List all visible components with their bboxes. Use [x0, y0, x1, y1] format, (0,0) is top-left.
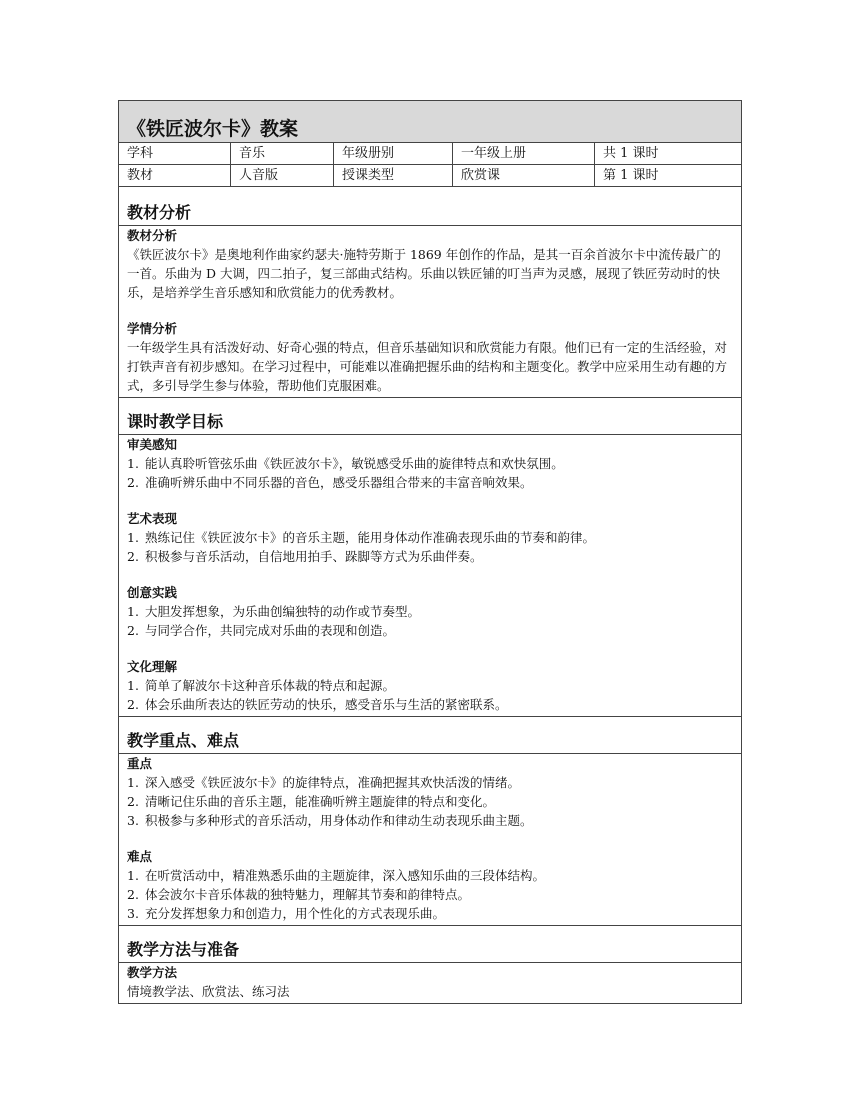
material-analysis-text: 《铁匠波尔卡》是奥地利作曲家约瑟夫·施特劳斯于 1869 年创作的作品，是其一百余首波尔卡中流传最广的一首。乐曲为 D 大调，四二拍子，复三部曲式结构。乐曲以铁匠铺的叮当声为灵感，展现了铁匠劳动时的快乐，是培养学生音乐感知和欣赏能力的优秀教材。 — [127, 247, 721, 300]
section-heading-methods: 教学方法与准备 — [119, 926, 742, 963]
goal-group — [127, 435, 733, 492]
section-heading-keypoints: 教学重点、难点 — [119, 717, 742, 754]
list-item: 3. 充分发挥想象力和创造力，用个性化的方式表现乐曲。 — [127, 906, 446, 921]
lesson-type-value: 欣赏课 — [453, 165, 595, 187]
material-analysis-title: 教材分析 — [127, 228, 178, 243]
goal-group-title: 创意实践 — [127, 585, 178, 600]
document-title: 《铁匠波尔卡》教案 — [119, 101, 742, 143]
goal-group-title: 艺术表现 — [127, 511, 178, 526]
section-body-goals — [119, 435, 742, 717]
list-item: 1. 在听赏活动中，精准熟悉乐曲的主题旋律，深入感知乐曲的三段体结构。 — [127, 868, 546, 883]
goal-group — [127, 583, 733, 640]
list-item: 2. 准确听辨乐曲中不同乐器的音色，感受乐器组合带来的丰富音响效果。 — [127, 475, 533, 490]
keypoint-group-title: 难点 — [127, 849, 153, 864]
list-item: 2. 与同学合作，共同完成对乐曲的表现和创造。 — [127, 623, 396, 638]
methods-text: 情境教学法、欣赏法、练习法 — [127, 984, 290, 999]
list-item: 2. 体会乐曲所表达的铁匠劳动的快乐，感受音乐与生活的紧密联系。 — [127, 697, 508, 712]
list-item: 1. 深入感受《铁匠波尔卡》的旋律特点，准确把握其欢快活泼的情绪。 — [127, 775, 521, 790]
lesson-plan-document — [118, 100, 741, 1004]
keypoint-group — [127, 754, 733, 830]
subject-value: 音乐 — [231, 143, 334, 165]
grade-value: 一年级上册 — [453, 143, 595, 165]
section-heading-analysis: 教材分析 — [119, 187, 742, 226]
list-item: 2. 积极参与音乐活动，自信地用拍手、跺脚等方式为乐曲伴奏。 — [127, 549, 483, 564]
keypoint-group — [127, 847, 733, 923]
goal-group — [127, 509, 733, 566]
goal-group — [127, 657, 733, 714]
list-item: 1. 大胆发挥想象，为乐曲创编独特的动作或节奏型。 — [127, 604, 421, 619]
grade-label: 年级册别 — [334, 143, 453, 165]
info-row-1 — [119, 143, 742, 165]
current-period: 第 1 课时 — [595, 165, 742, 187]
list-item: 2. 体会波尔卡音乐体裁的独特魅力，理解其节奏和韵律特点。 — [127, 887, 471, 902]
keypoint-group-title: 重点 — [127, 756, 153, 771]
goal-group-title: 文化理解 — [127, 659, 178, 674]
student-analysis-text: 一年级学生具有活泼好动、好奇心强的特点，但音乐基础知识和欣赏能力有限。他们已有一定的生活经验，对打铁声音有初步感知。在学习过程中，可能难以准确把握乐曲的结构和主题变化。教学中应采用生动有趣的方式，多引导学生参与体验，帮助他们克服困难。 — [127, 340, 728, 393]
list-item: 2. 清晰记住乐曲的音乐主题，能准确听辨主题旋律的特点和变化。 — [127, 794, 496, 809]
textbook-value: 人音版 — [231, 165, 334, 187]
lesson-plan-table — [118, 100, 742, 1004]
info-row-2 — [119, 165, 742, 187]
list-item: 1. 简单了解波尔卡这种音乐体裁的特点和起源。 — [127, 678, 396, 693]
section-body-analysis — [119, 226, 742, 398]
total-periods: 共 1 课时 — [595, 143, 742, 165]
lesson-type-label: 授课类型 — [334, 165, 453, 187]
textbook-label: 教材 — [119, 165, 231, 187]
list-item: 1. 熟练记住《铁匠波尔卡》的音乐主题，能用身体动作准确表现乐曲的节奏和韵律。 — [127, 530, 596, 545]
subject-label: 学科 — [119, 143, 231, 165]
section-body-keypoints — [119, 754, 742, 926]
goal-group-title: 审美感知 — [127, 437, 178, 452]
list-item: 1. 能认真聆听管弦乐曲《铁匠波尔卡》，敏锐感受乐曲的旋律特点和欢快氛围。 — [127, 456, 564, 471]
section-heading-goals: 课时教学目标 — [119, 398, 742, 435]
section-body-methods — [119, 963, 742, 1004]
methods-title: 教学方法 — [127, 965, 178, 980]
student-analysis-title: 学情分析 — [127, 321, 178, 336]
list-item: 3. 积极参与多种形式的音乐活动，用身体动作和律动生动表现乐曲主题。 — [127, 813, 533, 828]
